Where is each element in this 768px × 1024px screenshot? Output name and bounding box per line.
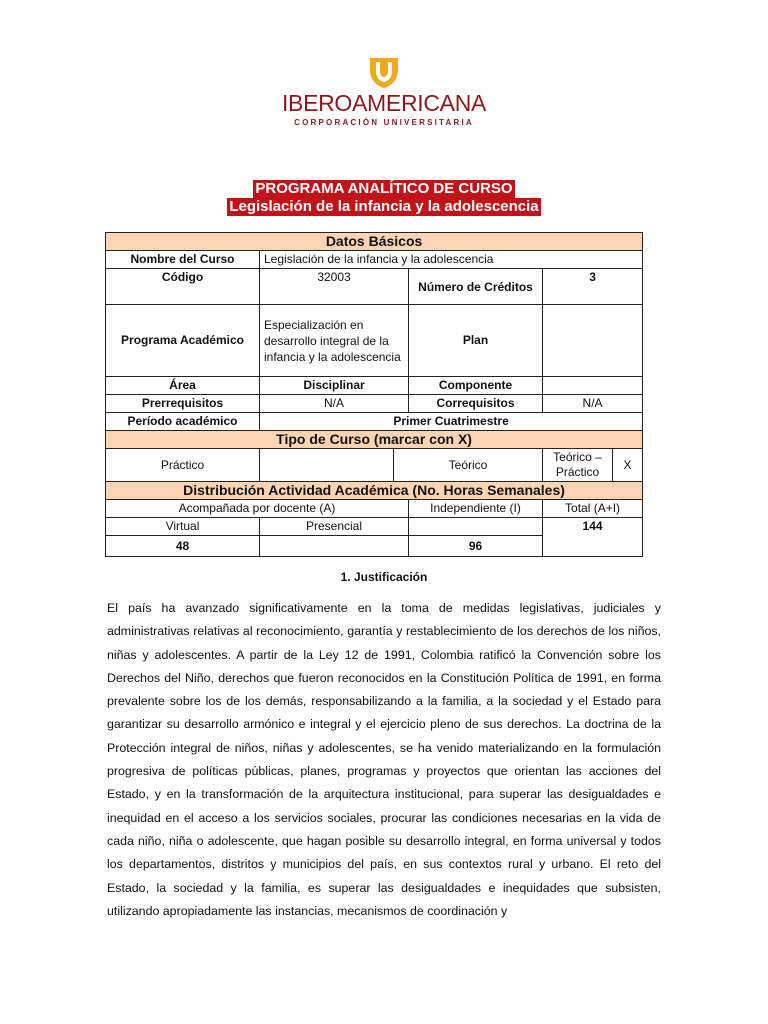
tipo-curso-header: Tipo de Curso (marcar con X)	[106, 431, 643, 449]
document-title-block	[0, 180, 768, 216]
programa-value: Especialización en desarrollo integral de la infancia y la adolescencia	[260, 305, 409, 377]
document-subtitle: Legislación de la infancia y la adolescencia	[229, 198, 539, 215]
document-title: PROGRAMA ANALÍTICO DE CURSO	[255, 180, 513, 197]
nombre-curso-label: Nombre del Curso	[106, 251, 260, 269]
prerrequisitos-value: N/A	[260, 395, 409, 413]
periodo-label: Período académico	[106, 413, 260, 431]
programa-label: Programa Académico	[106, 305, 260, 377]
plan-label: Plan	[409, 305, 543, 377]
course-info-table	[105, 232, 643, 557]
independiente-blank	[409, 518, 543, 536]
presencial-value	[260, 536, 409, 557]
datos-basicos-header: Datos Básicos	[106, 233, 643, 251]
acompanada-label: Acompañada por docente (A)	[106, 500, 409, 518]
tipo-teorico-label: Teórico	[394, 449, 543, 482]
tipo-teorico-practico-label: Teórico – Práctico	[543, 449, 613, 482]
logo-wordmark: IBEROAMERICANA	[281, 90, 487, 116]
correquisitos-value: N/A	[543, 395, 643, 413]
creditos-value: 3	[543, 269, 643, 305]
prerrequisitos-label: Prerrequisitos	[106, 395, 260, 413]
creditos-label: Número de Créditos	[409, 269, 543, 305]
university-logo	[0, 56, 768, 127]
virtual-value: 48	[106, 536, 260, 557]
tipo-teorico-practico-mark[interactable]: X	[613, 449, 643, 482]
componente-value	[543, 377, 643, 395]
correquisitos-label: Correquisitos	[409, 395, 543, 413]
periodo-value: Primer Cuatrimestre	[260, 413, 643, 431]
justificacion-paragraph: El país ha avanzado significativamente en la toma de medidas legislativas, judiciales y administrativas relativas al reconocimiento, garantía y restablecimiento de los derechos de los niños, niñas y adolescentes. A partir de la Ley 12 de 1991, Colombia ratificó la Convención sobre los Derechos del Niño, derechos que fueron reconocidos en la Constitución Política de 1991, en forma prevalente sobre los de los demás, responsabilizando a la familia, a la sociedad y el Estado para garantizar su desarrollo armónico e integral y el ejercicio pleno de sus derechos. La doctrina de la Protección integral de niños, niñas y adolescentes, se ha venido materializando en la formulación progresiva de políticas públicas, planes, programas y proyectos que orientan las acciones del Estado, y en la transformación de la arquitectura institucional, para superar las desigualdades e inequidad en el acceso a los servicios sociales, procurar las condiciones necesarias en la vida de cada niño, niña o adolescente, que hagan posible su desarrollo integral, en forma universal y todos los departamentos, distritos y municipios del país, en sus contextos rural y urbano. El reto del Estado, la sociedad y la familia, es superar las desigualdades e inequidades que subsisten, utilizando apropiadamente las instancias, mecanismos de coordinación y	[107, 601, 661, 918]
area-label: Área	[106, 377, 260, 395]
virtual-label: Virtual	[106, 518, 260, 536]
independiente-value: 96	[409, 536, 543, 557]
total-value: 144	[543, 518, 643, 557]
distribucion-header: Distribución Actividad Académica (No. Horas Semanales)	[106, 482, 643, 500]
codigo-label: Código	[106, 269, 260, 305]
tipo-practico-mark[interactable]	[260, 449, 394, 482]
nombre-curso-value: Legislación de la infancia y la adolescencia	[260, 251, 643, 269]
plan-value	[543, 305, 643, 377]
total-label: Total (A+I)	[543, 500, 643, 518]
area-value: Disciplinar	[260, 377, 409, 395]
componente-label: Componente	[409, 377, 543, 395]
tipo-practico-label: Práctico	[106, 449, 260, 482]
independiente-label: Independiente (I)	[409, 500, 543, 518]
shield-emblem-icon	[368, 56, 400, 90]
section-heading-justificacion: 1. Justificación	[340, 570, 428, 584]
logo-subtitle: CORPORACIÓN UNIVERSITARIA	[294, 118, 474, 127]
presencial-label: Presencial	[260, 518, 409, 536]
codigo-value: 32003	[260, 269, 409, 305]
